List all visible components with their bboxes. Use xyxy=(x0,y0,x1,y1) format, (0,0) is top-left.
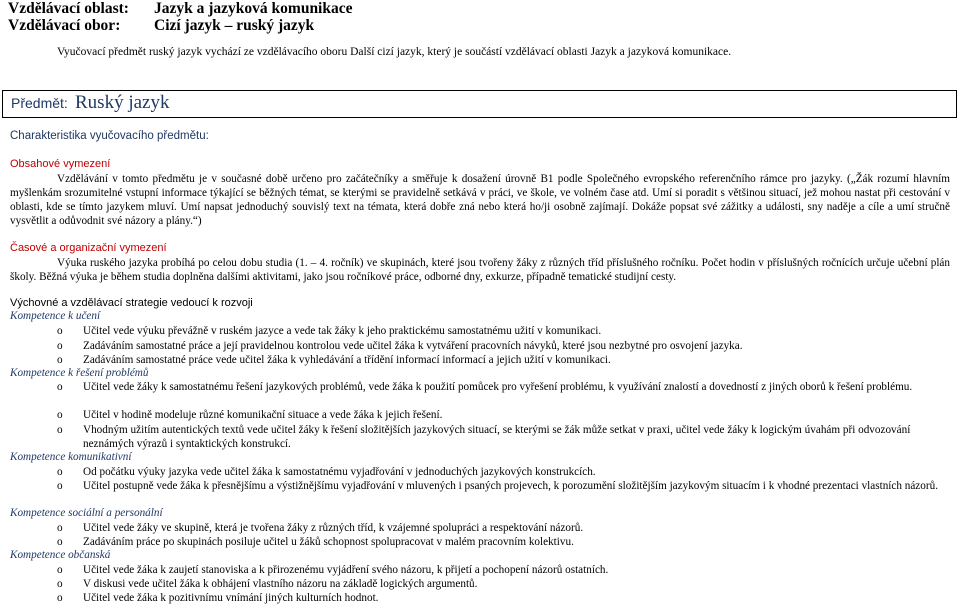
list-item: o Učitel postupně vede žáka k přesnějšímu a výstižnějšímu vyjadřování v mluvených i psaných projevech, k porozumění složitějším jazykovým situacím i k vhodné prezentaci vlastních názorů. xyxy=(57,480,938,492)
field-value: Cizí jazyk – ruský jazyk xyxy=(154,17,315,34)
bullet-marker: o xyxy=(57,578,63,590)
bullet-marker: o xyxy=(57,466,63,478)
list-item: o Učitel v hodině modeluje různé komunikační situace a vede žáka k jejich řešení. xyxy=(57,409,443,421)
competence-title: Kompetence sociální a personální xyxy=(10,507,163,519)
strategies-heading: Výchovné a vzdělávací strategie vedoucí k rozvoji xyxy=(10,297,253,309)
list-item: o Zadáváním samostatné práce vede učitel žáka k vyhledávání a třídění informací informací a jejich užití v komunikaci. xyxy=(57,354,611,366)
subject-name: Ruský jazyk xyxy=(75,92,170,113)
list-item: o Učitel vede žáka k pozitivnímu vnímání jiných kulturních hodnot. xyxy=(57,592,379,604)
competence-title: Kompetence k řešení problémů xyxy=(10,367,149,379)
area-value: Jazyk a jazyková komunikace xyxy=(154,0,353,17)
list-item: o Zadáváním samostatné práce a její pravidelnou kontrolou vede učitel žáka k vytváření pracovních návyků, které jsou nezbytné pro osvojení jazyka. xyxy=(57,340,743,352)
field-row xyxy=(8,17,314,35)
bullet-marker: o xyxy=(57,564,63,576)
time-heading: Časové a organizační vymezení xyxy=(10,242,167,254)
list-item: o Učitel vede žáka k zaujetí stanoviska a k přirozenému vyjádření svého názoru, k přijetí a pochopení názorů ostatních. xyxy=(57,564,609,576)
content-paragraph: Vzdělávání v tomto předmětu je v současné době určeno pro začátečníky a směřuje k dosažení úrovně B1 podle Společného evropského referenčního rámce pro jazyky. („Žák rozumí hlavním myšlenkám srozumitelné vstupní informace týkající se běžných témat, se kterými se pravidelně setkává v práci, ve škole, ve volném čase atd. Umí si poradit s většinou situací, jež mohou nastat při cestování v oblasti, kde se tímto jazykem mluví. Umí napsat jednoduchý souvislý text na témata, která dobře zná nebo která ho/ji osobně zajímají. Dokáže popsat své zážitky a události, sny naděje a cíle a umí stručně vysvětlit a odůvodnit své názory a plány.“) xyxy=(10,173,950,227)
subject-box xyxy=(2,90,957,118)
bullet-marker: o xyxy=(57,381,63,393)
bullet-marker: o xyxy=(57,325,63,337)
competence-title: Kompetence k učení xyxy=(10,310,101,322)
area-label: Vzdělávací oblast: xyxy=(8,0,129,17)
list-item: o V diskusi vede učitel žáka k obhájení vlastního názoru na základě logických argumentů. xyxy=(57,578,478,590)
competence-title: Kompetence komunikativní xyxy=(10,451,132,463)
competence-title: Kompetence občanská xyxy=(10,549,111,561)
list-item: o Zadáváním práce po skupinách posiluje učitel u žáků schopnost spolupracovat v malém pracovním kolektivu. xyxy=(57,536,574,548)
time-paragraph: Výuka ruského jazyka probíhá po celou dobu studia (1. – 4. ročník) ve skupinách, které jsou tvořeny žáky z různých tříd příslušného ročníku. Počet hodin v příslušných ročnících určuje učební plán školy. Běžná výuka je během studia doplněna dalšími aktivitami, jako jsou ročníkové práce, odborné dny, exkurze, případně tematické studijní cesty. xyxy=(10,257,950,283)
characteristics-heading: Charakteristika vyučovacího předmětu: xyxy=(10,130,209,142)
bullet-marker: o xyxy=(57,354,63,366)
subject-prefix: Předmět: xyxy=(11,95,68,111)
list-item: o Učitel vede žáky ve skupině, která je tvořena žáky z různých tříd, k vzájemné spolupráci a respektování názorů. xyxy=(57,522,584,534)
area-row xyxy=(8,0,353,18)
list-item: o Učitel vede žáky k samostatnému řešení jazykových problémů, vede žáka k použití pomůcek pro vyřešení problému, k využívání znalostí a dovedností z jiných oborů k řešení problému. xyxy=(57,381,913,393)
bullet-marker: o xyxy=(57,480,63,492)
bullet-marker: o xyxy=(57,536,63,548)
bullet-marker: o xyxy=(57,522,63,534)
bullet-marker: o xyxy=(57,340,63,352)
list-item: o Vhodným užitím autentických textů vede učitel žáky k řešení složitějších jazykových situací, se kterými se žák může setkat v praxi, učitel vede žáky k logickým úvahám při odvozování neznámých výrazů i syntaktických konstrukcí. xyxy=(57,424,911,450)
bullet-marker: o xyxy=(57,409,63,421)
bullet-marker: o xyxy=(57,592,63,604)
bullet-marker: o xyxy=(57,424,63,436)
list-item: o Od počátku výuky jazyka vede učitel žáka k samostatnému vyjadřování v jednoduchých jazykových konstrukcích. xyxy=(57,466,596,478)
intro-text: Vyučovací předmět ruský jazyk vychází ze vzdělávacího oboru Další cizí jazyk, který je součástí vzdělávací oblasti Jazyk a jazyková komunikace. xyxy=(57,46,732,58)
content-heading: Obsahové vymezení xyxy=(10,158,111,170)
field-label: Vzdělávací obor: xyxy=(8,17,121,34)
list-item: o Učitel vede výuku převážně v ruském jazyce a vede tak žáky k jeho praktickému samostatnému užití v komunikaci. xyxy=(57,325,602,337)
